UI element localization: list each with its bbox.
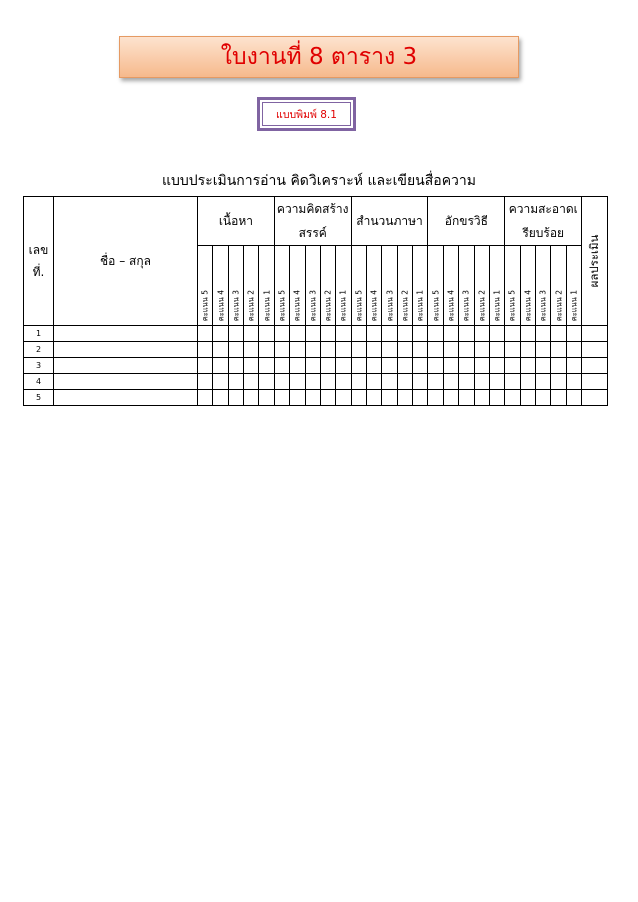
score-cell[interactable] (213, 390, 228, 406)
score-cell[interactable] (351, 326, 366, 342)
score-cell[interactable] (459, 374, 474, 390)
score-label: คะแนน 4 (292, 289, 302, 321)
score-cell[interactable] (520, 342, 535, 358)
score-cell[interactable] (413, 342, 428, 358)
title-banner (119, 36, 519, 78)
score-cell[interactable] (336, 326, 351, 342)
student-name-cell[interactable] (54, 326, 198, 342)
score-cell[interactable] (428, 358, 443, 374)
score-label: คะแนน 3 (461, 289, 471, 321)
score-cell[interactable] (305, 374, 320, 390)
score-cell[interactable] (459, 326, 474, 342)
score-cell[interactable] (198, 342, 213, 358)
score-cell[interactable] (474, 326, 489, 342)
score-cell[interactable] (198, 374, 213, 390)
score-column-header (336, 246, 351, 326)
score-label: คะแนน 3 (385, 289, 395, 321)
number-header-line1: เลข (28, 243, 49, 257)
score-cell[interactable] (505, 358, 520, 374)
score-cell[interactable] (351, 358, 366, 374)
score-cell[interactable] (566, 326, 581, 342)
form-number-box (257, 97, 356, 131)
score-cell[interactable] (290, 358, 305, 374)
group-header-row (24, 197, 608, 246)
score-column-header (520, 246, 535, 326)
score-cell[interactable] (213, 374, 228, 390)
score-cell[interactable] (382, 374, 397, 390)
score-cell[interactable] (336, 390, 351, 406)
score-label: คะแนน 3 (231, 289, 241, 321)
score-cell[interactable] (489, 390, 504, 406)
result-header-label: ผลประเมิน (586, 234, 601, 288)
score-cell[interactable] (198, 390, 213, 406)
score-cell[interactable] (520, 390, 535, 406)
score-cell[interactable] (305, 342, 320, 358)
score-cell[interactable] (520, 326, 535, 342)
table-row (24, 342, 608, 358)
score-cell[interactable] (443, 374, 458, 390)
score-label: คะแนน 2 (400, 289, 410, 321)
score-cell[interactable] (474, 358, 489, 374)
score-cell[interactable] (551, 374, 566, 390)
score-cell[interactable] (489, 326, 504, 342)
score-column-header (413, 246, 428, 326)
score-cell[interactable] (259, 374, 274, 390)
score-cell[interactable] (336, 374, 351, 390)
score-cell[interactable] (228, 374, 243, 390)
table-row (24, 326, 608, 342)
table-row (24, 358, 608, 374)
score-cell[interactable] (428, 374, 443, 390)
score-column-header (551, 246, 566, 326)
score-column-header (428, 246, 443, 326)
score-cell[interactable] (367, 390, 382, 406)
score-label: คะแนน 1 (415, 289, 425, 321)
score-cell[interactable] (505, 326, 520, 342)
score-cell[interactable] (397, 342, 412, 358)
score-cell[interactable] (413, 358, 428, 374)
score-column-header (244, 246, 259, 326)
score-cell[interactable] (443, 326, 458, 342)
score-cell[interactable] (228, 358, 243, 374)
score-cell[interactable] (566, 342, 581, 358)
score-label: คะแนน 4 (369, 289, 379, 321)
score-cell[interactable] (274, 358, 289, 374)
score-cell[interactable] (459, 390, 474, 406)
criteria-group-header (428, 197, 505, 246)
result-cell[interactable] (582, 374, 608, 390)
score-cell[interactable] (382, 326, 397, 342)
score-cell[interactable] (367, 342, 382, 358)
score-label: คะแนน 5 (354, 289, 364, 321)
score-cell[interactable] (382, 358, 397, 374)
score-cell[interactable] (351, 390, 366, 406)
score-cell[interactable] (290, 374, 305, 390)
score-cell[interactable] (320, 390, 335, 406)
score-cell[interactable] (536, 358, 551, 374)
score-cell[interactable] (566, 390, 581, 406)
score-label: คะแนน 5 (277, 289, 287, 321)
score-cell[interactable] (397, 374, 412, 390)
score-column-header (274, 246, 289, 326)
form-number-label: แบบพิมพ์ 8.1 (262, 102, 351, 126)
result-cell[interactable] (582, 358, 608, 374)
score-cell[interactable] (551, 358, 566, 374)
criteria-group-header (274, 197, 351, 246)
score-cell[interactable] (259, 358, 274, 374)
score-cell[interactable] (274, 326, 289, 342)
score-column-header (443, 246, 458, 326)
score-cell[interactable] (536, 326, 551, 342)
score-label: คะแนน 5 (431, 289, 441, 321)
student-name-cell[interactable] (54, 390, 198, 406)
score-cell[interactable] (459, 358, 474, 374)
score-cell[interactable] (489, 358, 504, 374)
score-cell[interactable] (489, 342, 504, 358)
score-cell[interactable] (336, 358, 351, 374)
score-cell[interactable] (244, 374, 259, 390)
score-cell[interactable] (367, 358, 382, 374)
score-cell[interactable] (413, 326, 428, 342)
score-cell[interactable] (428, 342, 443, 358)
score-cell[interactable] (536, 374, 551, 390)
score-cell[interactable] (413, 390, 428, 406)
score-cell[interactable] (474, 374, 489, 390)
score-cell[interactable] (474, 342, 489, 358)
score-cell[interactable] (244, 390, 259, 406)
score-column-header (382, 246, 397, 326)
row-number: 2 (24, 342, 54, 358)
score-cell[interactable] (274, 374, 289, 390)
score-cell[interactable] (244, 342, 259, 358)
criteria-group-line2: สรรค์ (298, 226, 327, 240)
score-cell[interactable] (336, 342, 351, 358)
score-cell[interactable] (520, 374, 535, 390)
score-cell[interactable] (290, 326, 305, 342)
row-number: 5 (24, 390, 54, 406)
score-cell[interactable] (382, 390, 397, 406)
score-cell[interactable] (259, 326, 274, 342)
score-cell[interactable] (320, 326, 335, 342)
criteria-group-line2: รียบร้อย (522, 226, 565, 240)
score-cell[interactable] (290, 342, 305, 358)
criteria-group-header (198, 197, 275, 246)
score-column-header (305, 246, 320, 326)
score-cell[interactable] (536, 342, 551, 358)
score-column-header (505, 246, 520, 326)
score-column-header (228, 246, 243, 326)
score-cell[interactable] (274, 342, 289, 358)
worksheet-title: ใบงานที่ 8 ตาราง 3 (220, 44, 418, 70)
score-cell[interactable] (259, 390, 274, 406)
score-label: คะแนน 4 (523, 289, 533, 321)
score-column-header (566, 246, 581, 326)
score-label: คะแนน 4 (446, 289, 456, 321)
score-cell[interactable] (320, 374, 335, 390)
score-cell[interactable] (367, 326, 382, 342)
score-column-header (213, 246, 228, 326)
score-cell[interactable] (443, 358, 458, 374)
score-cell[interactable] (213, 358, 228, 374)
score-cell[interactable] (443, 342, 458, 358)
score-label: คะแนน 2 (246, 289, 256, 321)
score-cell[interactable] (305, 326, 320, 342)
criteria-group-line1: เนื้อหา (218, 214, 253, 228)
score-label: คะแนน 1 (338, 289, 348, 321)
score-cell[interactable] (290, 390, 305, 406)
score-label: คะแนน 4 (216, 289, 226, 321)
score-cell[interactable] (320, 342, 335, 358)
score-cell[interactable] (320, 358, 335, 374)
score-label: คะแนน 3 (308, 289, 318, 321)
name-header: ชื่อ – สกุล (54, 197, 198, 326)
score-cell[interactable] (213, 326, 228, 342)
score-cell[interactable] (382, 342, 397, 358)
score-cell[interactable] (244, 358, 259, 374)
student-name-cell[interactable] (54, 374, 198, 390)
row-number: 3 (24, 358, 54, 374)
score-cell[interactable] (397, 390, 412, 406)
result-cell[interactable] (582, 326, 608, 342)
score-cell[interactable] (198, 326, 213, 342)
score-column-header (536, 246, 551, 326)
row-number: 1 (24, 326, 54, 342)
score-cell[interactable] (551, 342, 566, 358)
score-cell[interactable] (505, 390, 520, 406)
score-column-header (489, 246, 504, 326)
score-cell[interactable] (459, 342, 474, 358)
score-cell[interactable] (474, 390, 489, 406)
score-label: คะแนน 2 (323, 289, 333, 321)
student-name-cell[interactable] (54, 358, 198, 374)
score-cell[interactable] (520, 358, 535, 374)
score-column-header (367, 246, 382, 326)
score-cell[interactable] (305, 358, 320, 374)
score-label: คะแนน 2 (554, 289, 564, 321)
score-column-header (290, 246, 305, 326)
score-cell[interactable] (428, 390, 443, 406)
result-cell[interactable] (582, 342, 608, 358)
score-cell[interactable] (505, 342, 520, 358)
criteria-group-line1: สำนวนภาษา (356, 214, 423, 228)
table-row (24, 390, 608, 406)
score-cell[interactable] (213, 342, 228, 358)
score-label: คะแนน 1 (569, 289, 579, 321)
score-cell[interactable] (259, 342, 274, 358)
student-name-cell[interactable] (54, 342, 198, 358)
score-label: คะแนน 5 (507, 289, 517, 321)
score-column-header (459, 246, 474, 326)
result-header (582, 197, 608, 326)
score-column-header (397, 246, 412, 326)
score-label: คะแนน 1 (262, 289, 272, 321)
score-cell[interactable] (228, 342, 243, 358)
score-cell[interactable] (551, 326, 566, 342)
score-cell[interactable] (505, 374, 520, 390)
criteria-group-line1: ความสะอาดเ (508, 202, 578, 216)
score-cell[interactable] (536, 390, 551, 406)
score-label: คะแนน 5 (200, 289, 210, 321)
score-label: คะแนน 3 (538, 289, 548, 321)
assessment-table (23, 196, 608, 406)
score-cell[interactable] (244, 326, 259, 342)
score-cell[interactable] (397, 358, 412, 374)
score-label: คะแนน 1 (492, 289, 502, 321)
score-cell[interactable] (228, 390, 243, 406)
result-cell[interactable] (582, 390, 608, 406)
score-cell[interactable] (551, 390, 566, 406)
assessment-title: แบบประเมินการอ่าน คิดวิเคราะห์ และเขียนสื่อความ (161, 173, 477, 189)
score-cell[interactable] (489, 374, 504, 390)
score-cell[interactable] (274, 390, 289, 406)
score-column-header (320, 246, 335, 326)
score-column-header (198, 246, 213, 326)
score-column-header (259, 246, 274, 326)
score-cell[interactable] (305, 390, 320, 406)
number-header (24, 197, 54, 326)
row-number: 4 (24, 374, 54, 390)
criteria-group-line1: ความคิดสร้าง (276, 202, 349, 216)
score-label: คะแนน 2 (477, 289, 487, 321)
score-cell[interactable] (413, 374, 428, 390)
score-column-header (351, 246, 366, 326)
criteria-group-line1: อักขรวิธี (444, 214, 488, 228)
score-cell[interactable] (228, 326, 243, 342)
score-cell[interactable] (351, 374, 366, 390)
score-column-header (474, 246, 489, 326)
score-cell[interactable] (566, 374, 581, 390)
score-cell[interactable] (198, 358, 213, 374)
criteria-group-header (505, 197, 582, 246)
score-cell[interactable] (566, 358, 581, 374)
score-cell[interactable] (397, 326, 412, 342)
score-cell[interactable] (428, 326, 443, 342)
score-cell[interactable] (367, 374, 382, 390)
score-cell[interactable] (351, 342, 366, 358)
number-header-line2: ที่. (32, 265, 45, 279)
score-cell[interactable] (443, 390, 458, 406)
table-row (24, 374, 608, 390)
criteria-group-header (351, 197, 428, 246)
